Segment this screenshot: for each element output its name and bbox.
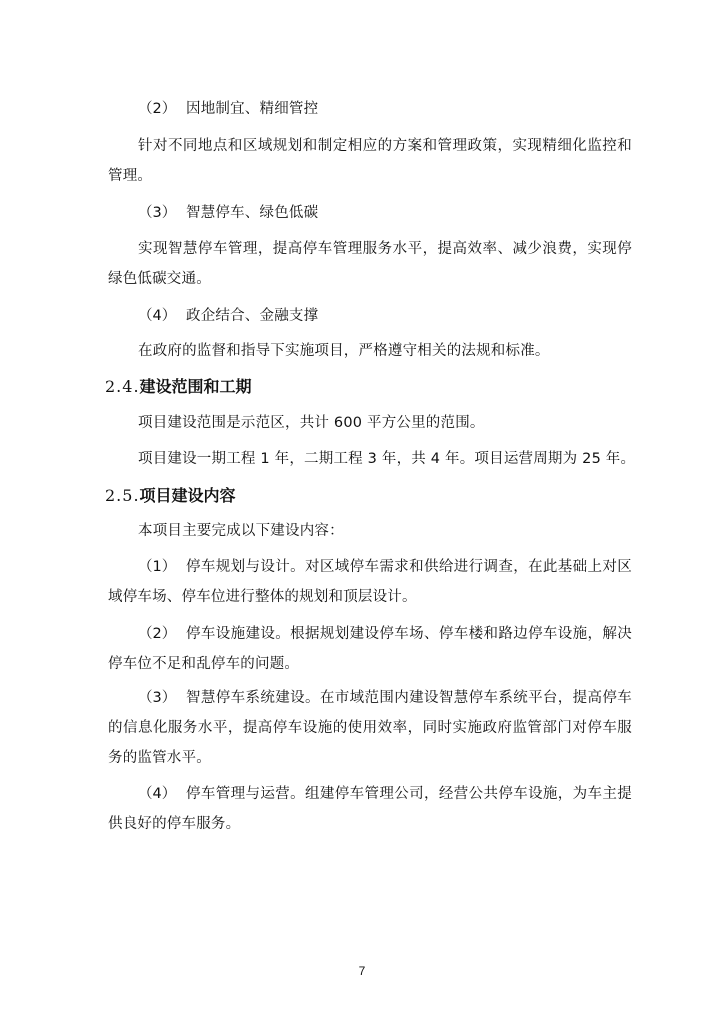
item-2-text: 停车设施建设。根据规划建设停车场、停车楼和路边停车设施，解决	[186, 626, 632, 642]
item-3-line3: 务的监管水平。	[108, 750, 211, 766]
principle-4-number: （4）	[138, 308, 177, 324]
principle-2-heading	[138, 99, 318, 119]
principle-2-body-line1: 针对不同地点和区域规划和制定相应的方案和管理政策，实现精细化监控和	[138, 138, 632, 154]
section-2-4-number: 2.4.	[105, 377, 140, 396]
section-2-5-title: 项目建设内容	[139, 486, 236, 505]
item-2-number: （2）	[138, 626, 177, 642]
principle-4-title: 政企结合、金融支撑	[186, 308, 319, 324]
item-1-line1	[138, 557, 632, 577]
item-3-text: 智慧停车系统建设。在市域范围内建设智慧停车系统平台，提高停车	[186, 690, 632, 706]
item-1-number: （1）	[138, 559, 177, 575]
principle-3-heading	[138, 203, 318, 223]
section-2-4-heading	[105, 376, 252, 398]
item-1-line2: 域停车场、停车位进行整体的规划和顶层设计。	[108, 589, 417, 605]
principle-3-title: 智慧停车、绿色低碳	[186, 205, 319, 221]
principle-4-heading	[138, 306, 318, 326]
principle-4-body-line1: 在政府的监督和指导下实施项目，严格遵守相关的法规和标准。	[138, 343, 550, 359]
item-2-line1	[138, 624, 632, 644]
item-4-number: （4）	[138, 786, 177, 802]
item-3-number: （3）	[138, 690, 177, 706]
principle-3-body-line2: 绿色低碳交通。	[108, 271, 211, 287]
item-3-line1	[138, 688, 632, 708]
item-3-line2: 的信息化服务水平，提高停车设施的使用效率，同时实施政府监管部门对停车服	[108, 720, 632, 736]
section-2-4-para2: 项目建设一期工程 1 年，二期工程 3 年，共 4 年。项目运营周期为 25 年。	[138, 451, 636, 467]
section-2-5-heading	[105, 485, 236, 507]
item-4-line1	[138, 784, 632, 804]
section-2-5-number: 2.5.	[105, 486, 140, 505]
section-2-4-title: 建设范围和工期	[139, 377, 252, 396]
section-2-4-para1: 项目建设范围是示范区，共计 600 平方公里的范围。	[138, 415, 485, 431]
principle-3-number: （3）	[138, 205, 177, 221]
principle-2-body-line2: 管理。	[108, 168, 153, 184]
page-number: 7	[358, 964, 366, 978]
section-2-5-intro: 本项目主要完成以下建设内容：	[138, 523, 344, 539]
item-4-line2: 供良好的停车服务。	[108, 816, 241, 832]
item-2-line2: 停车位不足和乱停车的问题。	[108, 656, 300, 672]
item-1-text: 停车规划与设计。对区域停车需求和供给进行调查，在此基础上对区	[186, 559, 632, 575]
principle-2-title: 因地制宜、精细管控	[186, 101, 319, 117]
item-4-text: 停车管理与运营。组建停车管理公司，经营公共停车设施，为车主提	[186, 786, 632, 802]
principle-3-body-line1: 实现智慧停车管理，提高停车管理服务水平，提高效率、减少浪费，实现停	[138, 241, 632, 257]
principle-2-number: （2）	[138, 101, 177, 117]
